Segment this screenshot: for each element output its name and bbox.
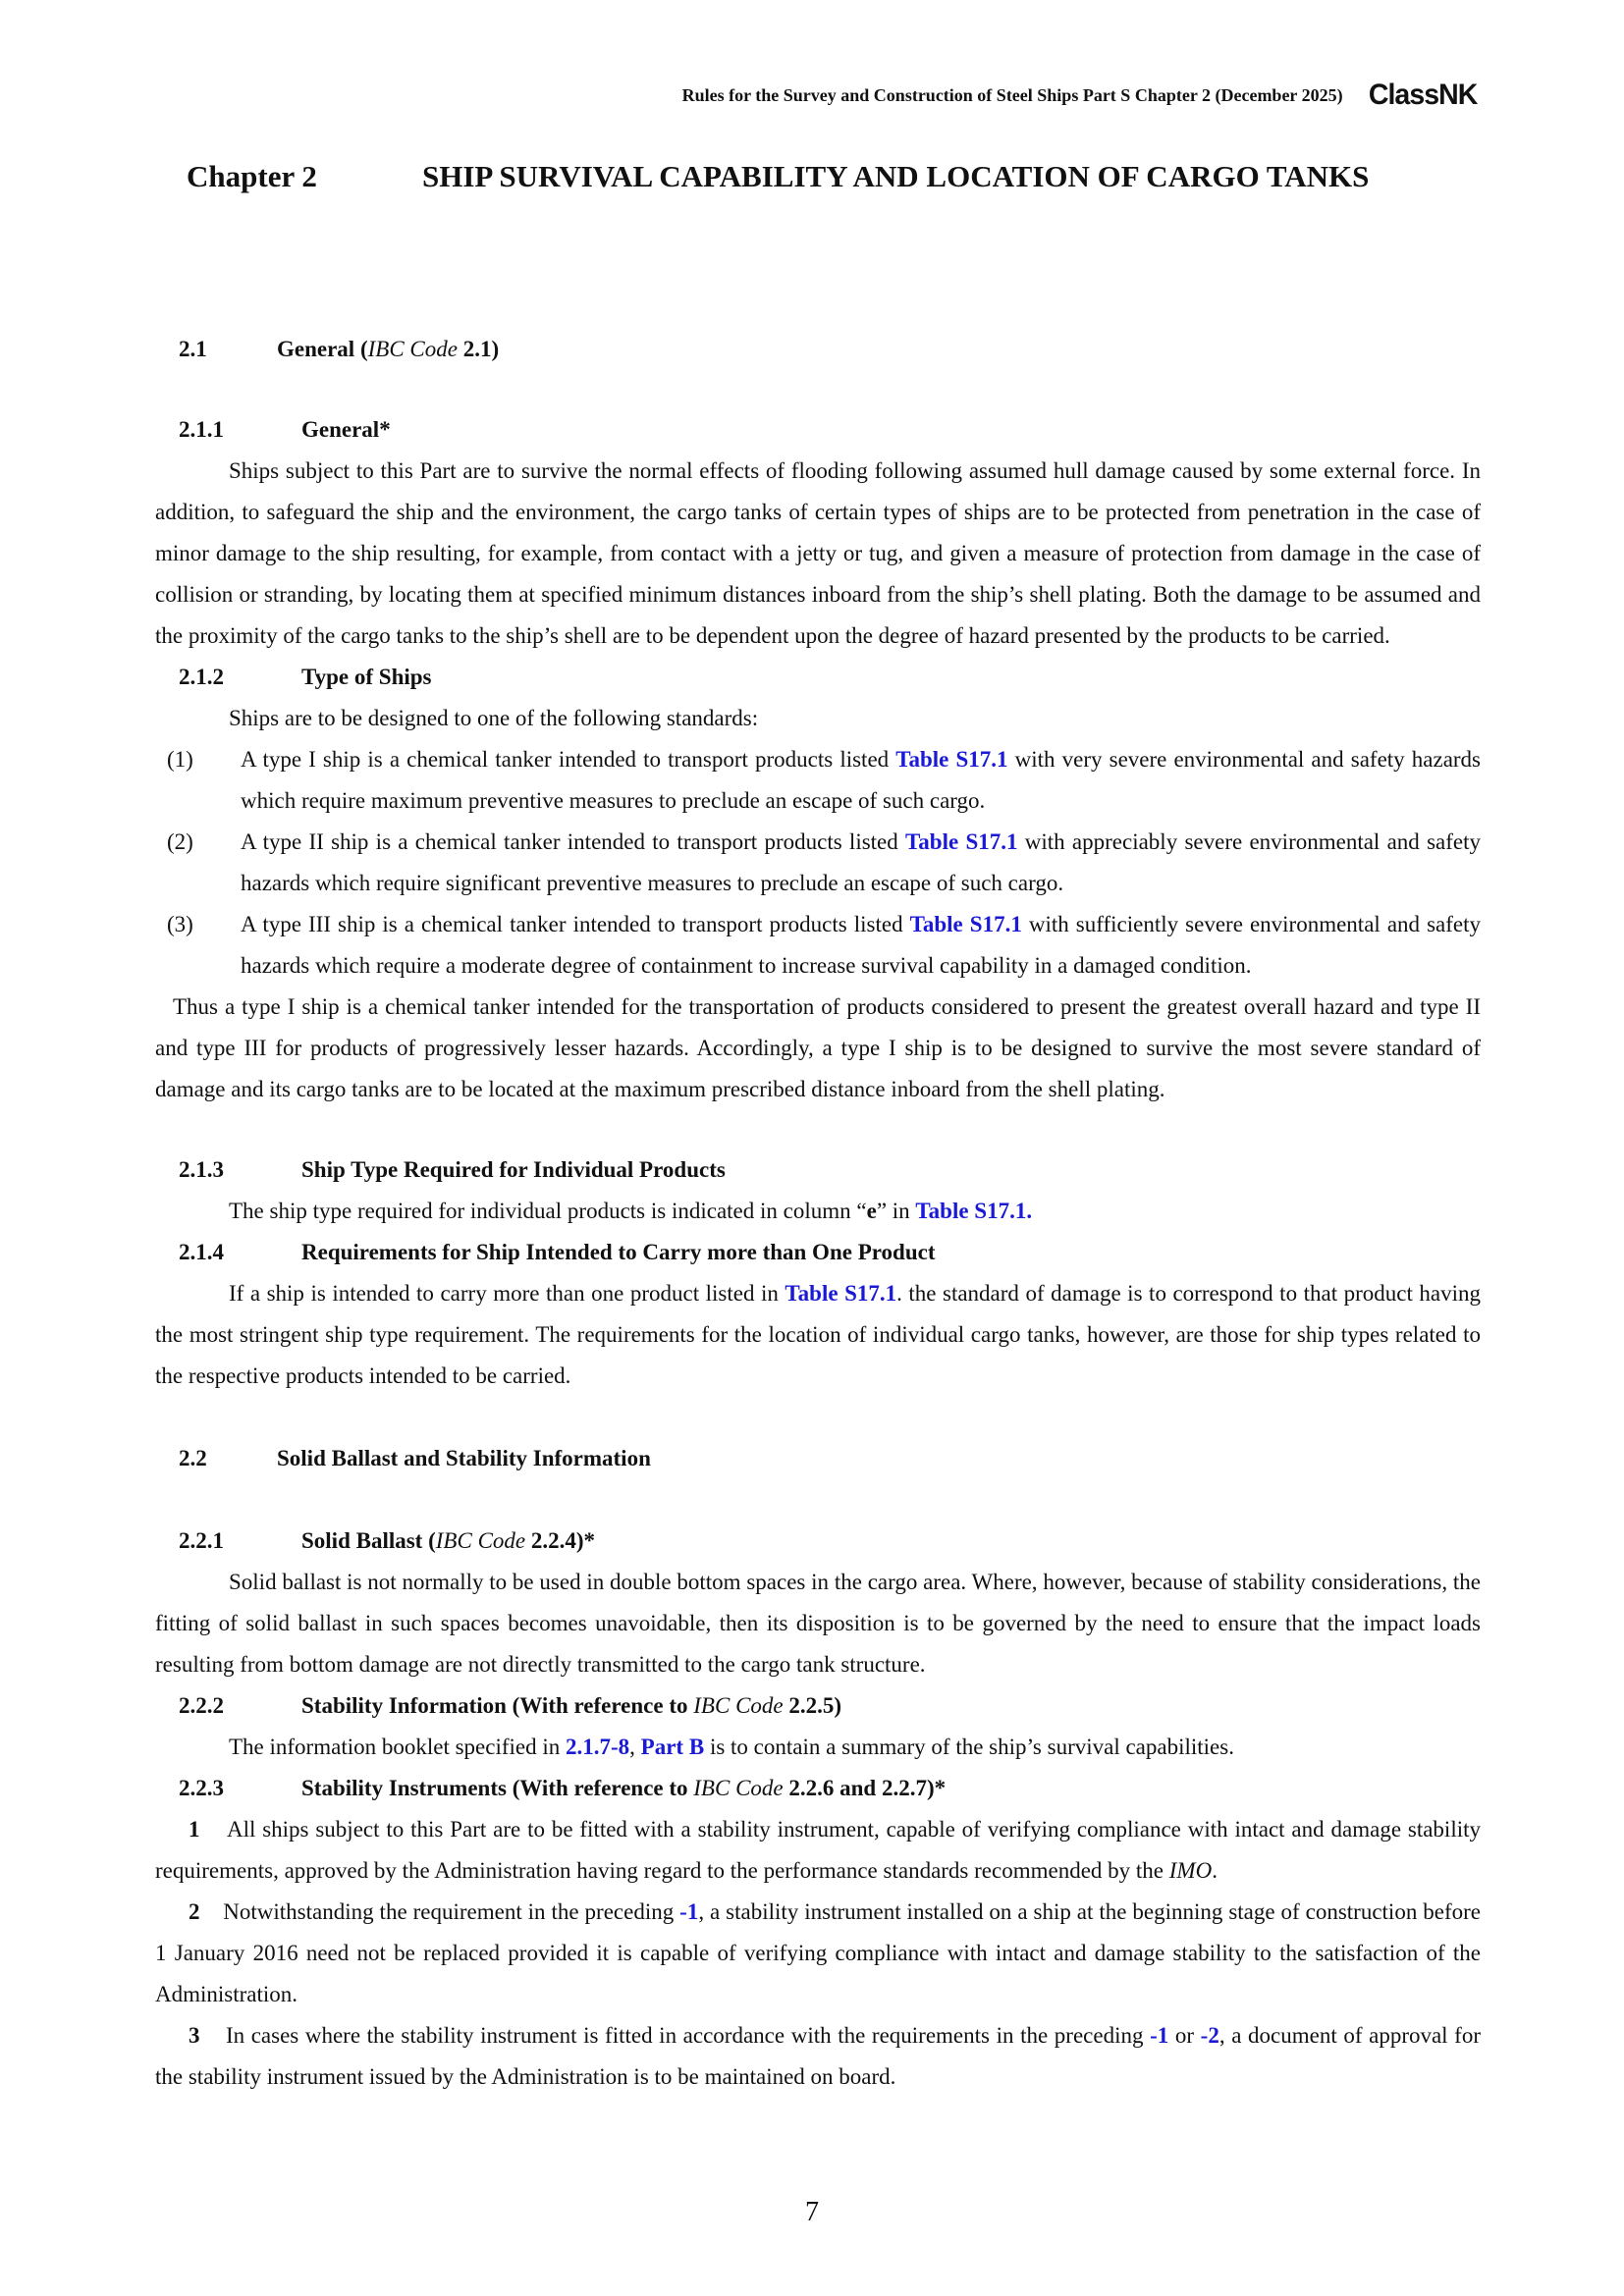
ref-minus-2-link[interactable]: -2 (1200, 2023, 1219, 2048)
ref-minus-1-link[interactable]: -1 (679, 1899, 699, 1924)
section-2-2-1-heading (155, 1521, 1481, 1562)
section-2-1-4-heading (155, 1232, 1481, 1273)
section-2-2-2-text: The information booklet specified in 2.1.7-8, Part B is to contain a summary of the ship’s survival capabilities. (229, 1735, 1234, 1759)
document-body (155, 329, 1481, 2098)
section-2-1-7-8-link[interactable]: 2.1.7-8 (566, 1735, 630, 1759)
table-s17-1-link[interactable]: Table S17.1 (905, 829, 1018, 854)
section-title: General* (301, 417, 391, 442)
section-title: Type of Ships (301, 665, 432, 689)
section-title: General (IBC Code 2.1) (277, 337, 500, 361)
part-b-link[interactable]: Part B (640, 1735, 705, 1759)
page-header (682, 79, 1477, 112)
section-2-1-3-text: The ship type required for individual products is indicated in column “e” in Table S17.1. (229, 1199, 1033, 1223)
ref-minus-1-link[interactable]: -1 (1150, 2023, 1169, 2048)
section-2-2-3-heading (155, 1768, 1481, 1809)
header-title: Rules for the Survey and Construction of Steel Ships Part S Chapter 2 (December 2025) (681, 84, 1343, 105)
chapter-number: Chapter 2 (187, 159, 317, 193)
section-number: 2.2.1 (179, 1528, 224, 1553)
section-2-1-1-heading (155, 409, 1481, 451)
table-s17-1-link[interactable]: Table S17.1 (909, 912, 1022, 936)
section-number: 2.1 (179, 337, 207, 361)
section-title: Solid Ballast (IBC Code 2.2.4)* (301, 1528, 596, 1553)
section-2-1-4-text: If a ship is intended to carry more than one product listed in Table S17.1. the standard of damage is to correspond to that product having the most stringent ship type requirement. The requirements for the location of individual cargo tanks, however, are those for ship types related to the respective products intended to be carried. (155, 1281, 1481, 1388)
list-item: (2) A type II ship is a chemical tanker intended to transport products listed Table S17.1 with appreciably severe environmental and safety hazards which require significant preventive measures to preclude an escape of such cargo. (167, 829, 1481, 895)
section-number: 2.2.3 (179, 1776, 224, 1800)
section-number: 2.1.4 (179, 1240, 224, 1264)
table-s17-1-link[interactable]: Table S17.1 (785, 1281, 897, 1306)
section-number: 2.1.2 (179, 665, 224, 689)
section-2-1-2-outro: Thus a type I ship is a chemical tanker intended for the transportation of products considered to present the greatest overall hazard and type II and type III for products of progressively lesser hazards. Accordingly, a type I ship is to be designed to survive the most severe standard of damage and its cargo tanks are to be located at the maximum prescribed distance inboard from the shell plating. (155, 994, 1481, 1101)
section-number: 2.1.1 (179, 417, 224, 442)
paragraph-1: 1 All ships subject to this Part are to be fitted with a stability instrument, capable of verifying compliance with intact and damage stability requirements, approved by the Administration having regard to the performance standards recommended by the IMO. (155, 1817, 1481, 1883)
chapter-heading: SHIP SURVIVAL CAPABILITY AND LOCATION OF CARGO TANKS (422, 159, 1370, 193)
section-2-1-2-intro: Ships are to be designed to one of the following standards: (229, 706, 759, 730)
section-title: Stability Information (With reference to IBC Code 2.2.5) (301, 1693, 842, 1718)
section-2-2-1-text: Solid ballast is not normally to be used in double bottom spaces in the cargo area. Where, however, because of stability considerations, the fitting of solid ballast in such spaces becomes unavoidable, then its disposition is to be governed by the need to ensure that the impact loads resulting from bottom damage are not directly transmitted to the cargo tank structure. (155, 1570, 1481, 1677)
section-title: Stability Instruments (With reference to IBC Code 2.2.6 and 2.2.7)* (301, 1776, 947, 1800)
classnk-logo: ClassNK (1368, 79, 1477, 111)
list-item: (1) A type I ship is a chemical tanker intended to transport products listed Table S17.1 with very severe environmental and safety hazards which require maximum preventive measures to preclude an escape of such cargo. (167, 747, 1482, 813)
section-number: 2.2.2 (179, 1693, 224, 1718)
paragraph-2: 2 Notwithstanding the requirement in the preceding -1, a stability instrument installed on a ship at the beginning stage of construction before 1 January 2016 need not be replaced provided it is capable of verifying compliance with intact and damage stability to the satisfaction of the Administration. (155, 1899, 1481, 2006)
section-number: 2.2 (179, 1446, 207, 1470)
page-number: 7 (805, 2197, 819, 2227)
section-2-2-heading (155, 1438, 1481, 1479)
section-2-1-1-text: Ships subject to this Part are to survive the normal effects of flooding following assumed hull damage caused by some external force. In addition, to safeguard the ship and the environment, the cargo tanks of certain types of ships are to be protected from penetration in the case of minor damage to the ship resulting, for example, from contact with a jetty or tug, and given a measure of protection from damage in the case of collision or stranding, by locating them at specified minimum distances inboard from the ship’s shell plating. Both the damage to be assumed and the proximity of the cargo tanks to the ship’s shell are to be dependent upon the degree of hazard presented by the products to be carried. (155, 458, 1481, 648)
table-s17-1-link[interactable]: Table S17.1 (895, 747, 1008, 772)
chapter-title (187, 159, 1477, 194)
paragraph-3: 3 In cases where the stability instrument is fitted in accordance with the requirements in the preceding -1 or -2, a document of approval for the stability instrument issued by the Administration is to be maintained on board. (155, 2023, 1482, 2089)
section-number: 2.1.3 (179, 1157, 224, 1182)
list-item: (3) A type III ship is a chemical tanker intended to transport products listed Table S17.1 with sufficiently severe environmental and safety hazards which require a moderate degree of containment to increase survival capability in a damaged condition. (167, 912, 1481, 978)
section-2-1-3-heading (155, 1149, 1481, 1191)
section-2-1-heading (155, 329, 1481, 370)
section-2-2-2-heading (155, 1685, 1481, 1727)
section-2-1-2-heading (155, 657, 1481, 698)
table-s17-1-link[interactable]: Table S17.1 (915, 1199, 1027, 1223)
section-title: Solid Ballast and Stability Information (277, 1446, 651, 1470)
section-title: Requirements for Ship Intended to Carry more than One Product (301, 1240, 936, 1264)
section-title: Ship Type Required for Individual Products (301, 1157, 726, 1182)
